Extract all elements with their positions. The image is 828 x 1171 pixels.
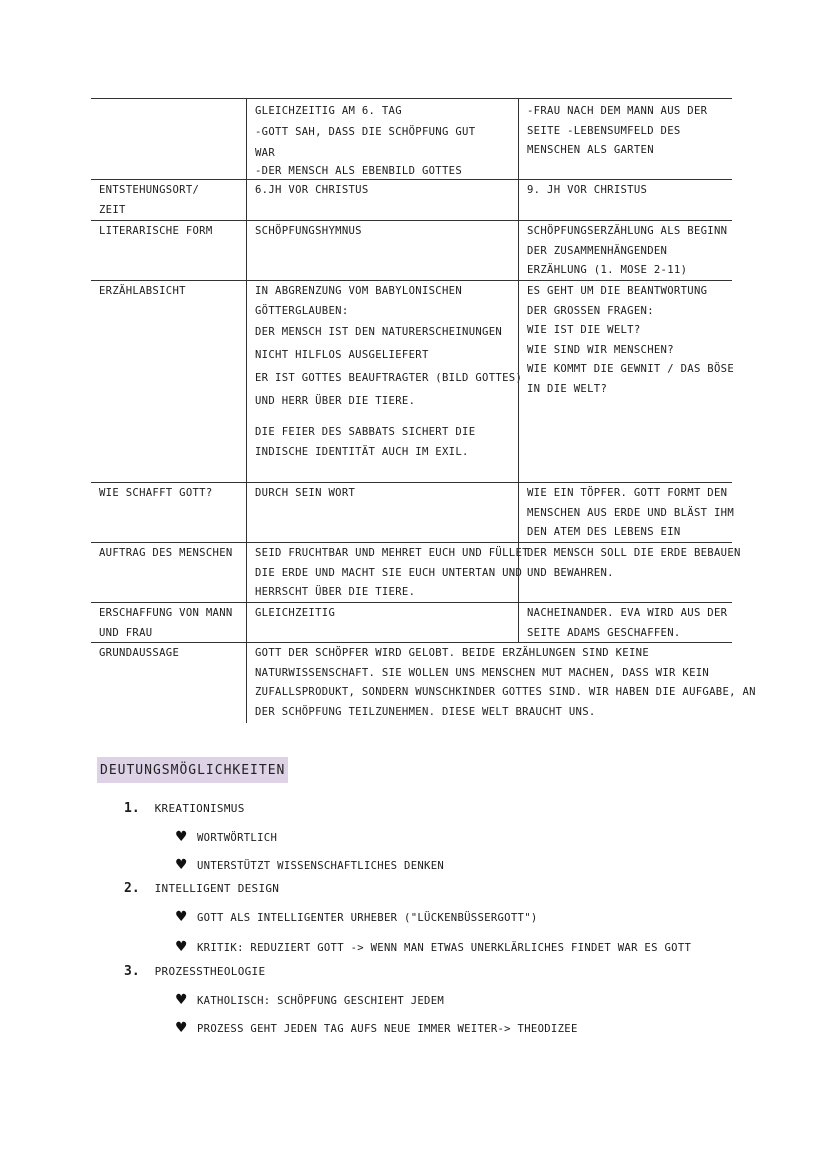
cell-text: GLEICHZEITIG AM 6. TAG bbox=[255, 105, 402, 117]
genesis2-cell bbox=[518, 99, 733, 182]
heart-icon: ♥ bbox=[175, 909, 188, 925]
table-row bbox=[91, 602, 732, 642]
cell-text: NATURWISSENSCHAFT. SIE WOLLEN UNS MENSCHEN MUT MACHEN, DASS WIR KEIN bbox=[255, 666, 710, 679]
item-label: PROZESSTHEOLOGIE bbox=[154, 965, 266, 978]
cell-text: 9. JH VOR CHRISTUS bbox=[527, 184, 648, 196]
row-label: LITERARISCHE FORM bbox=[99, 225, 213, 237]
cell-text: SEITE -LEBENSUMFELD DES bbox=[527, 124, 681, 137]
cell-text: UND HERR ÜBER DIE TIERE. bbox=[255, 395, 416, 408]
bullet-text: KRITIK: REDUZIERT GOTT -> WENN MAN ETWAS UNERKLÄRLICHES FINDET WAR ES GOTT bbox=[197, 942, 692, 954]
item-label: INTELLIGENT DESIGN bbox=[154, 882, 280, 895]
row-label: WIE SCHAFFT GOTT? bbox=[99, 487, 213, 499]
cell-text: WIE KOMMT DIE GEWNIT / DAS BÖSE bbox=[527, 363, 735, 376]
genesis2-cell bbox=[518, 603, 733, 643]
row-label: ZEIT bbox=[99, 203, 126, 216]
item-label: KREATIONISMUS bbox=[154, 802, 245, 815]
table-row bbox=[91, 542, 741, 602]
cell-text: -FRAU NACH DEM MANN AUS DER bbox=[527, 105, 708, 117]
cell-text: GÖTTERGLAUBEN: bbox=[255, 304, 349, 317]
cell-text: DURCH SEIN WORT bbox=[255, 487, 356, 499]
bullet-item bbox=[175, 909, 538, 925]
row-label-cell bbox=[91, 281, 245, 483]
genesis2-cell bbox=[518, 221, 733, 281]
bullet-text: PROZESS GEHT JEDEN TAG AUFS NEUE IMMER WEITER-> THEODIZEE bbox=[197, 1023, 578, 1035]
cell-text: -GOTT SAH, DASS DIE SCHÖPFUNG GUT bbox=[255, 125, 476, 138]
row-label: GRUNDAUSSAGE bbox=[99, 647, 180, 659]
row-label-cell bbox=[91, 180, 245, 221]
bullet-text: GOTT ALS INTELLIGENTER URHEBER ("LÜCKENBÜSSERGOTT") bbox=[197, 912, 538, 924]
summary-cell bbox=[246, 643, 756, 723]
bullet-text: KATHOLISCH: SCHÖPFUNG GESCHIEHT JEDEM bbox=[197, 995, 445, 1007]
cell-text: DER MENSCH SOLL DIE ERDE BEBAUEN bbox=[527, 547, 741, 559]
cell-text: DER GROSSEN FRAGEN: bbox=[527, 304, 654, 317]
bullet-item bbox=[175, 939, 691, 955]
section-heading: DEUTUNGSMÖGLICHKEITEN bbox=[97, 757, 288, 783]
cell-text: WAR bbox=[255, 146, 276, 159]
genesis1-cell bbox=[246, 180, 519, 221]
cell-text: MENSCHEN AUS ERDE UND BLÄST IHM bbox=[527, 506, 735, 519]
row-label: ERSCHAFFUNG VON MANN bbox=[99, 607, 233, 619]
cell-text: ZUFALLSPRODUKT, SONDERN WUNSCHKINDER GOTTES SIND. WIR HABEN DIE AUFGABE, AN bbox=[255, 686, 756, 699]
table-row bbox=[91, 220, 732, 280]
cell-text: DEN ATEM DES LEBENS EIN bbox=[527, 526, 681, 539]
table-row bbox=[91, 280, 735, 482]
row-label-cell bbox=[91, 603, 245, 643]
cell-text: WIE SIND WIR MENSCHEN? bbox=[527, 343, 674, 356]
cell-text: -DER MENSCH ALS EBENBILD GOTTES bbox=[255, 164, 463, 177]
list-item bbox=[124, 801, 245, 816]
item-number: 2. bbox=[124, 881, 140, 896]
bullet-item bbox=[175, 992, 444, 1008]
genesis1-cell bbox=[246, 603, 519, 643]
cell-text: DER MENSCH IST DEN NATURERSCHEINUNGEN bbox=[255, 326, 503, 339]
row-label: UND FRAU bbox=[99, 626, 153, 639]
genesis2-cell bbox=[518, 543, 741, 603]
genesis2-cell bbox=[518, 281, 733, 483]
heart-icon: ♥ bbox=[175, 992, 188, 1008]
heart-icon: ♥ bbox=[175, 857, 188, 873]
cell-text: SEITE ADAMS GESCHAFFEN. bbox=[527, 626, 681, 639]
genesis1-cell bbox=[246, 99, 519, 182]
list-item bbox=[124, 881, 279, 896]
cell-text: DIE FEIER DES SABBATS SICHERT DIE bbox=[255, 426, 476, 439]
heart-icon: ♥ bbox=[175, 939, 188, 955]
cell-text: ER IST GOTTES BEAUFTRAGTER (BILD GOTTES) bbox=[255, 372, 523, 385]
bullet-item bbox=[175, 829, 277, 845]
row-label-cell bbox=[91, 483, 245, 543]
cell-text: WIE IST DIE WELT? bbox=[527, 324, 641, 337]
cell-text: NACHEINANDER. EVA WIRD AUS DER bbox=[527, 607, 728, 619]
cell-text: IN DIE WELT? bbox=[527, 382, 608, 395]
cell-text: ES GEHT UM DIE BEANTWORTUNG bbox=[527, 285, 708, 297]
genesis1-cell bbox=[246, 281, 523, 483]
row-label: AUFTRAG DES MENSCHEN bbox=[99, 547, 233, 559]
row-label-cell bbox=[91, 99, 245, 179]
heart-icon: ♥ bbox=[175, 1020, 188, 1036]
row-label: ENTSTEHUNGSORT/ bbox=[99, 184, 200, 196]
cell-text: MENSCHEN ALS GARTEN bbox=[527, 144, 654, 157]
genesis2-cell bbox=[518, 180, 733, 221]
comparison-table bbox=[91, 98, 756, 722]
row-label-cell bbox=[91, 643, 245, 723]
row-label: ERZÄHLABSICHT bbox=[99, 285, 186, 297]
cell-text: INDISCHE IDENTITÄT AUCH IM EXIL. bbox=[255, 445, 469, 458]
cell-text: SCHÖPFUNGSHYMNUS bbox=[255, 225, 362, 237]
cell-text: WIE EIN TÖPFER. GOTT FORMT DEN bbox=[527, 487, 728, 499]
list-item bbox=[124, 964, 265, 979]
cell-text: HERRSCHT ÜBER DIE TIERE. bbox=[255, 586, 416, 599]
cell-text: 6.JH VOR CHRISTUS bbox=[255, 184, 369, 196]
cell-text: NICHT HILFLOS AUSGELIEFERT bbox=[255, 349, 429, 362]
bullet-text: UNTERSTÜTZT WISSENSCHAFTLICHES DENKEN bbox=[197, 860, 445, 872]
cell-text: DER SCHÖPFUNG TEILZUNEHMEN. DIESE WELT BRAUCHT UNS. bbox=[255, 705, 596, 718]
cell-text: IN ABGRENZUNG VOM BABYLONISCHEN bbox=[255, 285, 463, 297]
bullet-item bbox=[175, 1020, 578, 1036]
cell-text: DER ZUSAMMENHÄNGENDEN bbox=[527, 244, 668, 257]
heart-icon: ♥ bbox=[175, 829, 188, 845]
genesis2-cell bbox=[518, 483, 733, 543]
row-label-cell bbox=[91, 543, 245, 603]
cell-text: SCHÖPFUNGSERZÄHLUNG ALS BEGINN bbox=[527, 225, 728, 237]
row-label-cell bbox=[91, 221, 245, 281]
cell-text: SEID FRUCHTBAR UND MEHRET EUCH UND FÜLLET bbox=[255, 547, 529, 559]
table-row bbox=[91, 642, 756, 722]
cell-text: GOTT DER SCHÖPFER WIRD GELOBT. BEIDE ERZÄHLUNGEN SIND KEINE bbox=[255, 647, 649, 659]
cell-text: UND BEWAHREN. bbox=[527, 566, 614, 579]
table-row bbox=[91, 98, 732, 179]
genesis1-cell bbox=[246, 543, 529, 603]
genesis1-cell bbox=[246, 221, 519, 281]
genesis1-cell bbox=[246, 483, 519, 543]
table-row bbox=[91, 179, 732, 220]
cell-text: DIE ERDE UND MACHT SIE EUCH UNTERTAN UND bbox=[255, 566, 523, 579]
bullet-text: WORTWÖRTLICH bbox=[197, 832, 278, 844]
item-number: 1. bbox=[124, 801, 140, 816]
table-row bbox=[91, 482, 735, 542]
cell-text: ERZÄHLUNG (1. MOSE 2-11) bbox=[527, 264, 688, 277]
cell-text: GLEICHZEITIG bbox=[255, 607, 336, 619]
bullet-item bbox=[175, 857, 444, 873]
item-number: 3. bbox=[124, 964, 140, 979]
